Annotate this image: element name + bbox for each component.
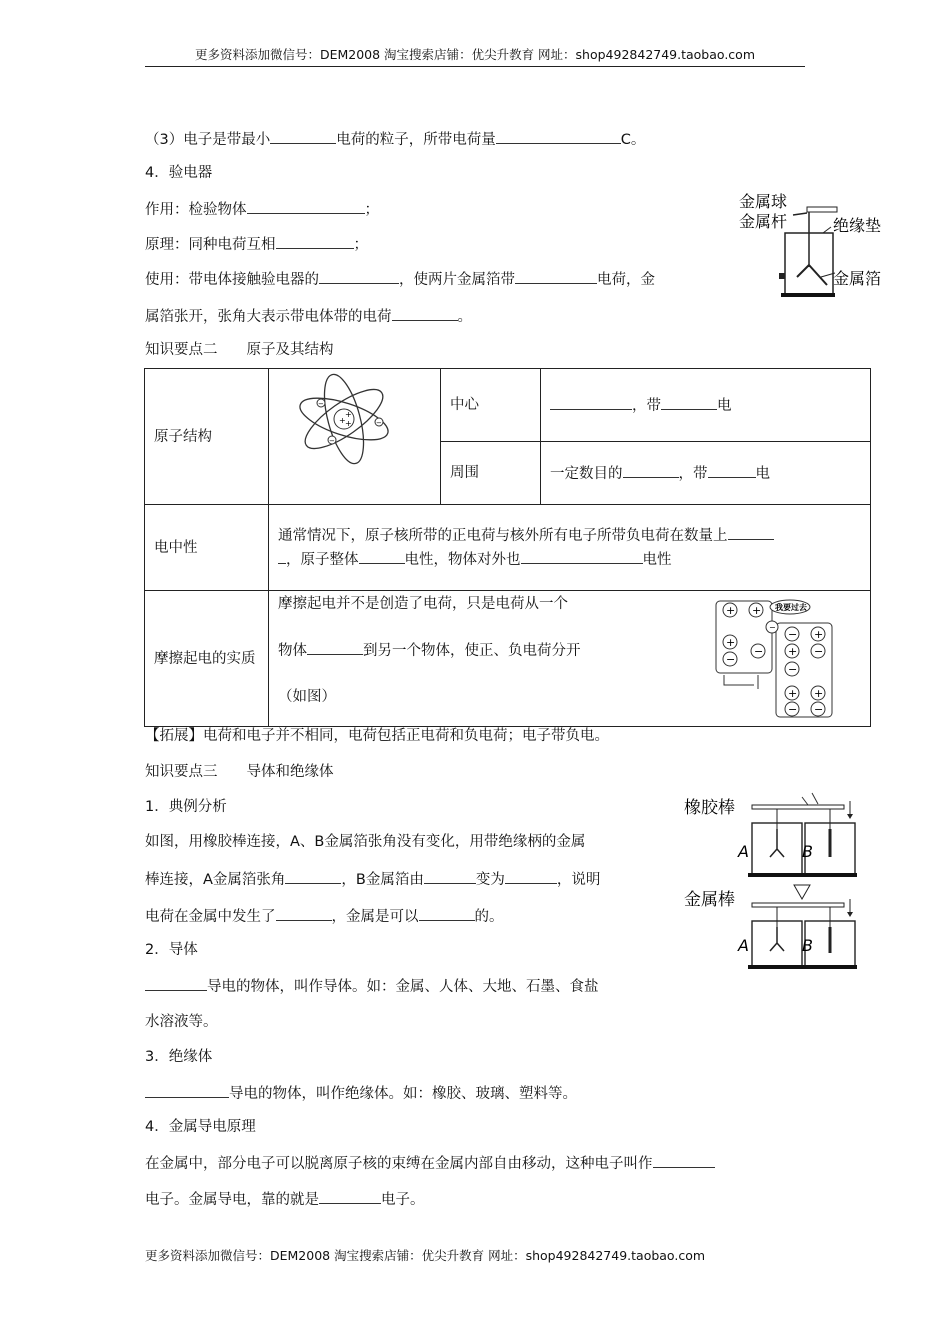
atom-structure-label: 原子结构	[145, 369, 269, 505]
svg-text:+: +	[814, 628, 824, 641]
extension-note: 【拓展】电荷和电子并不相同，电荷包括正电荷和负电荷；电子带负电。	[145, 728, 609, 744]
atom-table	[144, 368, 871, 727]
blank[interactable]	[505, 868, 557, 884]
blank[interactable]	[623, 462, 679, 478]
insulating-pad-label: 绝缘垫	[833, 216, 882, 235]
neutral-label: 电中性	[145, 505, 269, 591]
svg-text:+: +	[345, 410, 352, 419]
rubber-rod-label: 橡胶棒	[684, 798, 735, 818]
svg-text:−: −	[814, 645, 824, 658]
blank[interactable]	[307, 639, 363, 655]
svg-text:+: +	[788, 687, 798, 700]
svg-text:+: +	[726, 636, 736, 649]
blank[interactable]	[276, 905, 332, 921]
svg-text:−: −	[769, 623, 776, 632]
svg-text:−: −	[788, 663, 798, 676]
blank[interactable]	[319, 268, 399, 284]
section2-title: 知识要点二 原子及其结构	[145, 342, 334, 358]
blank[interactable]	[319, 1188, 381, 1204]
usage-line: 使用：带电体接触验电器的 ，使两片金属箔带 电荷，金	[145, 268, 655, 290]
svg-text:−: −	[814, 703, 824, 716]
q3-line: （3）电子是带最小 电荷的粒子，所带电荷量 C。	[145, 128, 645, 150]
svg-text:−: −	[788, 628, 798, 641]
svg-text:+: +	[788, 645, 798, 658]
usage-line-2: 属箔张开，张角大表示带电体带的电荷 。	[145, 305, 472, 327]
center-cell: ，带 电	[541, 369, 871, 442]
friction-figure	[714, 597, 836, 721]
label-b-top: B	[802, 842, 813, 861]
svg-text:−: −	[754, 645, 764, 658]
svg-text:+: +	[345, 419, 352, 428]
section3-title: 知识要点三 导体和绝缘体	[145, 764, 334, 780]
metal-ball-label: 金属球	[739, 192, 788, 211]
example-p1: 如图，用橡胶棒连接，A、B金属箔张角没有变化，用带绝缘柄的金属	[145, 834, 586, 850]
svg-text:−: −	[376, 419, 382, 427]
label-a-bottom: A	[738, 936, 749, 955]
around-label: 周围	[441, 442, 541, 505]
electroscope-figure	[735, 187, 893, 302]
svg-text:+: +	[726, 604, 736, 617]
blank[interactable]	[392, 305, 458, 321]
blank[interactable]	[728, 524, 774, 540]
neutral-cell: 通常情况下，原子核所带的正电荷与核外所有电子所带负电荷在数量上 ，原子整体 电性，物体对外也 电性	[269, 505, 871, 591]
svg-text:−: −	[726, 653, 736, 666]
atom-diagram-cell	[269, 369, 441, 505]
atom-model-figure	[269, 369, 439, 497]
svg-text:+: +	[752, 604, 762, 617]
friction-cell: 摩擦起电并不是创造了电荷，只是电荷从一个 物体 到另一个物体，使正、负电荷分开 （如图） + + + − − − + + − − + + − − 我要过去 −	[269, 591, 871, 727]
page-footer: 更多资料添加微信号：DEM2008 淘宝搜索店铺：优尖升教育 网址：shop492842749.taobao.com	[145, 1248, 706, 1263]
blank[interactable]	[496, 128, 621, 144]
example-p2: 棒连接，A金属箔张角 ，B金属箔由 变为 ，说明	[145, 868, 600, 890]
blank[interactable]	[145, 975, 207, 991]
label-a-top: A	[738, 842, 749, 861]
svg-text:−: −	[788, 703, 798, 716]
item4-title: 4．验电器	[145, 165, 213, 181]
svg-text:−: −	[329, 437, 335, 445]
blank[interactable]	[424, 868, 476, 884]
item2-title: 2．导体	[145, 942, 198, 958]
blank[interactable]	[708, 462, 756, 478]
around-cell: 一定数目的 ，带 电	[541, 442, 871, 505]
blank[interactable]	[515, 268, 597, 284]
friction-label: 摩擦起电的实质	[145, 591, 269, 727]
label-b-bottom: B	[802, 936, 813, 955]
center-label: 中心	[441, 369, 541, 442]
conductor-line-2: 水溶液等。	[145, 1014, 218, 1030]
svg-text:+: +	[339, 416, 346, 425]
blank[interactable]	[521, 548, 643, 564]
blank[interactable]	[653, 1152, 715, 1168]
conductor-experiment-figure	[682, 787, 860, 973]
page-header: 更多资料添加微信号：DEM2008 淘宝搜索店铺：优尖升教育 网址：shop492842749.taobao.com	[145, 46, 805, 67]
blank[interactable]	[285, 868, 341, 884]
svg-text:+: +	[814, 687, 824, 700]
blank[interactable]	[270, 128, 336, 144]
bubble-text: 我要过去	[775, 603, 807, 612]
metal-line: 在金属中，部分电子可以脱离原子核的束缚在金属内部自由移动，这种电子叫作	[145, 1152, 715, 1174]
metal-rod-label-2: 金属棒	[684, 890, 735, 910]
svg-text:−: −	[318, 400, 324, 408]
conductor-line: 导电的物体，叫作导体。如：金属、人体、大地、石墨、食盐	[145, 975, 599, 997]
example-p3: 电荷在金属中发生了 ，金属是可以 的。	[145, 905, 504, 927]
item4-title-s3: 4．金属导电原理	[145, 1119, 256, 1135]
blank[interactable]	[550, 394, 632, 410]
metal-foil-label: 金属箔	[833, 269, 882, 288]
insulator-line: 导电的物体，叫作绝缘体。如：橡胶、玻璃、塑料等。	[145, 1082, 577, 1104]
item3-title: 3．绝缘体	[145, 1049, 213, 1065]
item1-title: 1．典例分析	[145, 799, 227, 815]
blank[interactable]	[278, 548, 286, 564]
blank[interactable]	[359, 548, 405, 564]
blank[interactable]	[661, 394, 717, 410]
metal-rod-label: 金属杆	[739, 212, 788, 231]
metal-line-2: 电子。金属导电，靠的就是 电子。	[145, 1188, 425, 1210]
blank[interactable]	[276, 233, 354, 249]
principle-line: 原理：同种电荷互相 ；	[145, 233, 368, 255]
blank[interactable]	[145, 1082, 229, 1098]
use-line: 作用：检验物体 ；	[145, 198, 379, 220]
blank[interactable]	[247, 198, 365, 214]
blank[interactable]	[419, 905, 475, 921]
